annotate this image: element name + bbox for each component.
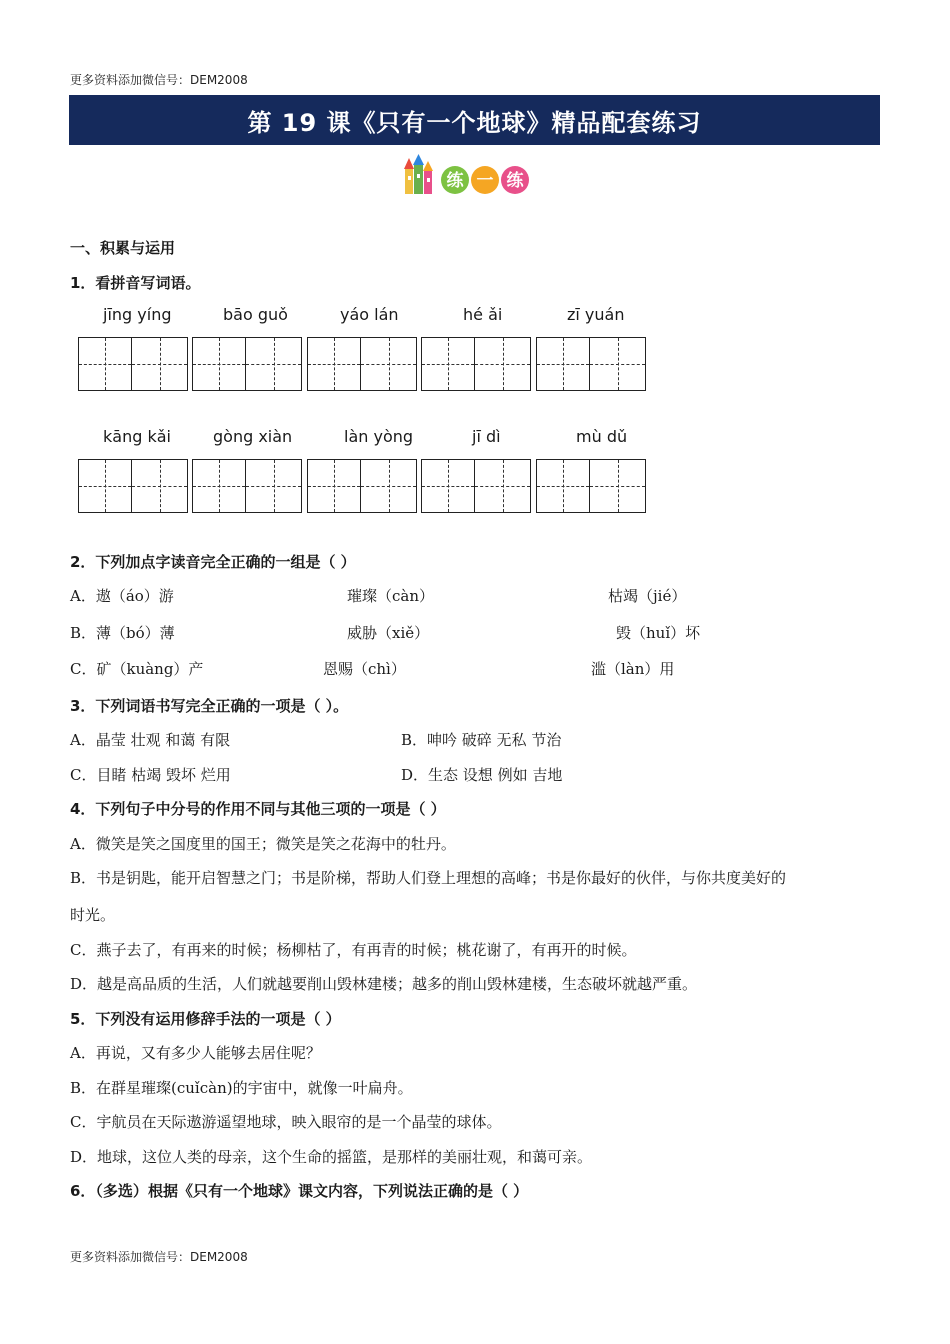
q4-option-b-cont: 时光。: [70, 906, 116, 924]
pinyin: hé ǎi: [463, 305, 503, 324]
q2-option: 枯竭（jié）: [608, 587, 687, 605]
q2-option: C．矿（kuàng）产: [70, 660, 204, 678]
q4-stem: 4．下列句子中分号的作用不同与其他三项的一项是（ ）: [70, 800, 446, 818]
q1-stem: 1．看拼音写词语。: [70, 274, 201, 292]
writing-grid[interactable]: [192, 337, 302, 391]
pinyin: yáo lán: [340, 305, 399, 324]
castle-icon: [404, 154, 433, 194]
page-header-note: 更多资料添加微信号：DEM2008: [70, 73, 248, 87]
writing-grid[interactable]: [78, 459, 188, 513]
q5-option-d: D．地球，这位人类的母亲，这个生命的摇篮，是那样的美丽壮观，和蔼可亲。: [70, 1148, 593, 1166]
page-footer-note: 更多资料添加微信号：DEM2008: [70, 1250, 248, 1264]
q2-option: B．薄（bó）薄: [70, 624, 175, 642]
pinyin: làn yòng: [344, 427, 414, 446]
writing-grid[interactable]: [421, 459, 531, 513]
q6-stem: 6．（多选）根据《只有一个地球》课文内容，下列说法正确的是（ ）: [70, 1182, 529, 1200]
q4-option-c: C．燕子去了，有再来的时候；杨柳枯了，有再青的时候；桃花谢了，有再开的时候。: [70, 941, 637, 959]
writing-grid[interactable]: [421, 337, 531, 391]
pinyin: jī dì: [472, 427, 501, 446]
q5-option-c: C．宇航员在天际遨游遥望地球，映入眼帘的是一个晶莹的球体。: [70, 1113, 502, 1131]
writing-grid[interactable]: [536, 337, 646, 391]
pinyin: jīng yíng: [103, 305, 172, 324]
q5-option-b: B．在群星璀璨(cuǐcàn)的宇宙中，就像一叶扁舟。: [70, 1079, 413, 1097]
practice-badge: [403, 154, 533, 196]
q4-option-d: D．越是高品质的生活，人们就越要削山毁林建楼；越多的削山毁林建楼，生态破坏就越严重。: [70, 975, 698, 993]
writing-grid[interactable]: [192, 459, 302, 513]
q2-option: A．遨（áo）游: [70, 587, 174, 605]
q2-option: 毁（huǐ）坏: [616, 624, 701, 642]
q5-option-a: A．再说，又有多少人能够去居住呢？: [70, 1044, 321, 1062]
q2-option: 威胁（xiě）: [347, 624, 430, 642]
pinyin: mù dǔ: [576, 427, 628, 446]
q3-option: D．生态 设想 例如 吉地: [401, 766, 563, 784]
writing-grid[interactable]: [307, 337, 417, 391]
writing-grid[interactable]: [536, 459, 646, 513]
q2-stem: 2．下列加点字读音完全正确的一组是（ ）: [70, 553, 356, 571]
q2-option: 滥（làn）用: [591, 660, 675, 678]
section-heading: 一、积累与运用: [70, 239, 176, 257]
q3-option: A．晶莹 壮观 和蔼 有限: [70, 731, 231, 749]
badge-char-3: 练: [506, 171, 524, 191]
q4-option-b: B．书是钥匙，能开启智慧之门；书是阶梯，帮助人们登上理想的高峰；书是你最好的伙伴，与你共度美好的: [70, 869, 787, 887]
badge-char-2: 一: [476, 171, 494, 191]
page-title: 第 19 课《只有一个地球》精品配套练习: [69, 95, 880, 145]
q2-option: 璀璨（càn）: [347, 587, 435, 605]
q4-option-a: A．微笑是笑之国度里的国王；微笑是笑之花海中的牡丹。: [70, 835, 456, 853]
q3-option: B．呻吟 破碎 无私 节治: [401, 731, 562, 749]
q3-stem: 3．下列词语书写完全正确的一项是（ ）。: [70, 697, 349, 715]
pinyin: zī yuán: [567, 305, 625, 324]
writing-grid[interactable]: [307, 459, 417, 513]
badge-char-1: 练: [446, 171, 464, 191]
pinyin: bāo guǒ: [223, 305, 288, 324]
writing-grid[interactable]: [78, 337, 188, 391]
pinyin: gòng xiàn: [213, 427, 293, 446]
q3-option: C．目睹 枯竭 毁坏 烂用: [70, 766, 231, 784]
q2-option: 恩赐（chì）: [323, 660, 406, 678]
pinyin: kāng kǎi: [103, 427, 171, 446]
q5-stem: 5．下列没有运用修辞手法的一项是（ ）: [70, 1010, 341, 1028]
